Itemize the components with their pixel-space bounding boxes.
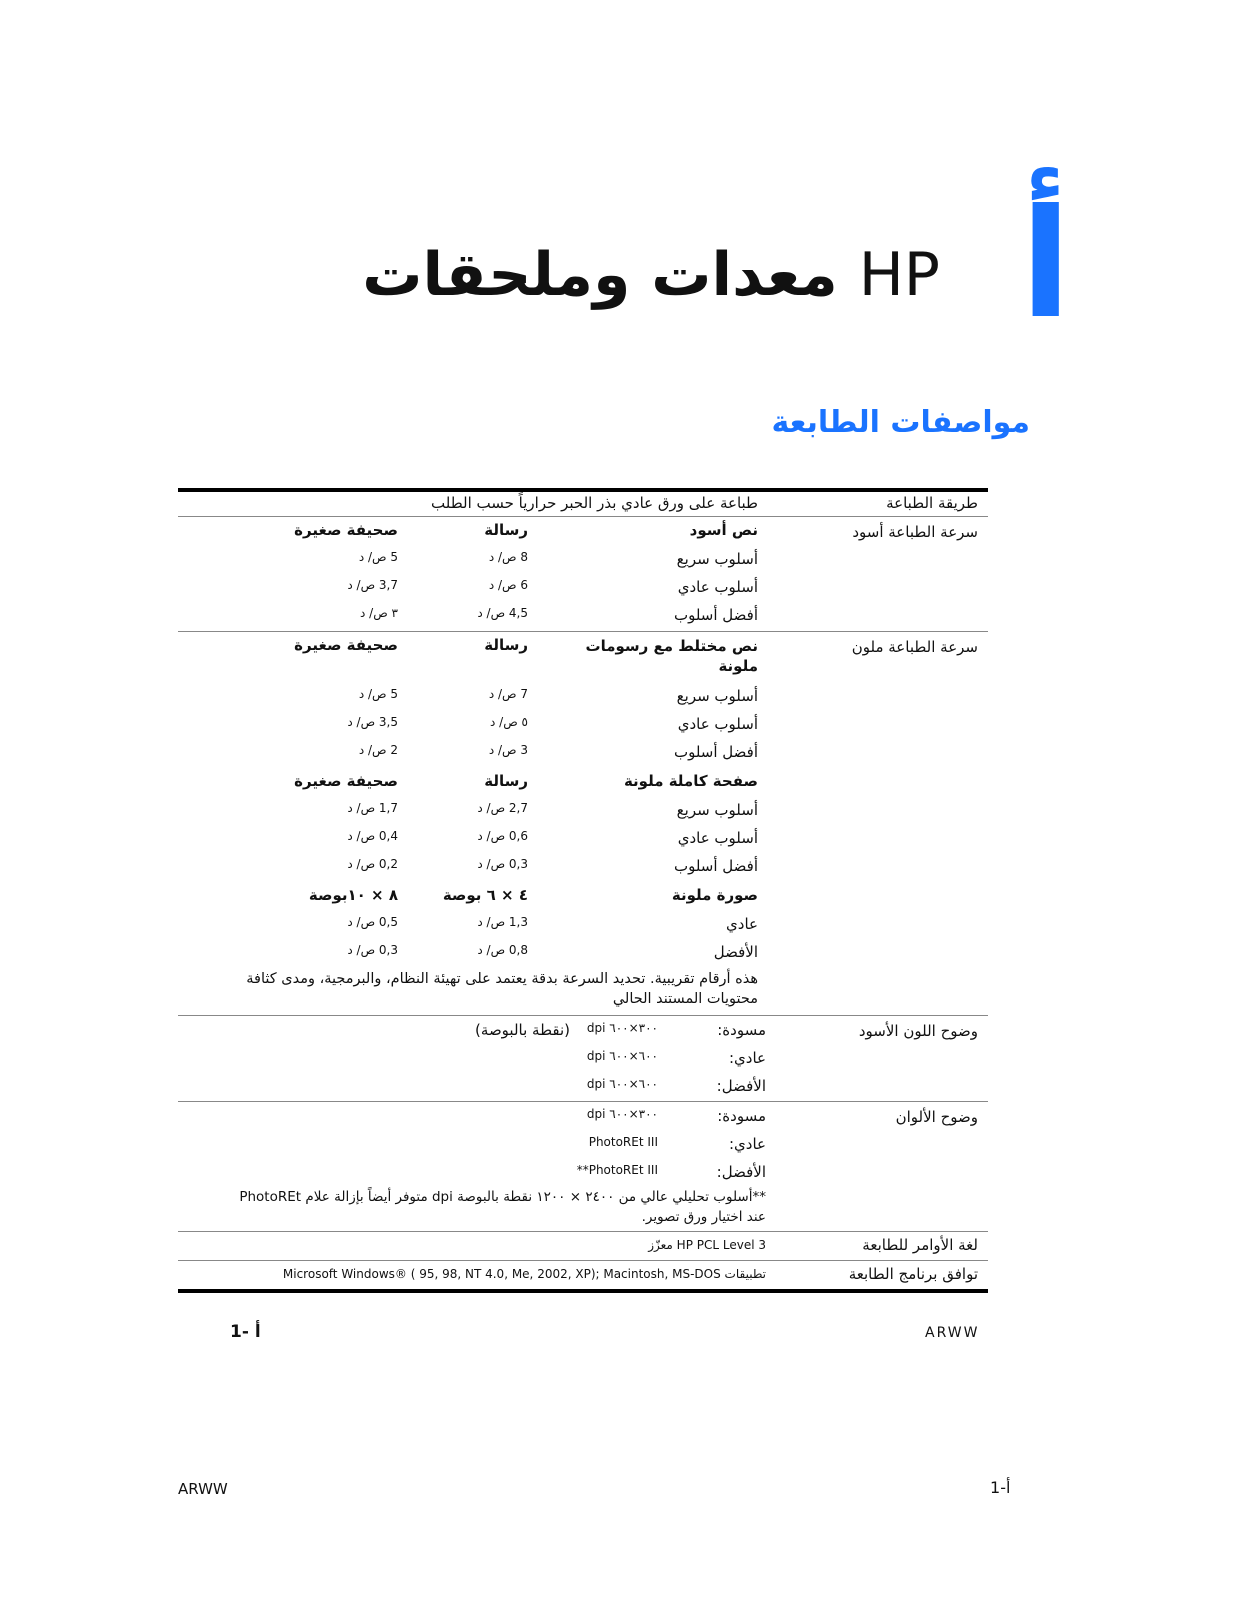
letter-value: ٥ ص/ د <box>490 715 528 729</box>
header-text: نص أسود <box>689 521 758 539</box>
mode-label: أسلوب سريع <box>676 687 758 705</box>
color-speed-section <box>178 632 988 1016</box>
resolution-note-line: عند اختيار ورق تصوير. <box>641 1209 766 1225</box>
quality-label: الأفضل: <box>716 1077 766 1095</box>
quality-label: مسودة: <box>717 1021 766 1039</box>
spec-table <box>178 488 988 1293</box>
letter-value: 6 ص/ د <box>488 578 528 592</box>
color-resolution-label: وضوح الألوان <box>895 1108 978 1126</box>
letter-value: 7 ص/ د <box>488 687 528 701</box>
compatibility-label: توافق برنامج الطابعة <box>848 1265 978 1283</box>
mode-label: أسلوب عادي <box>677 578 758 596</box>
header-mixed-text <box>586 636 759 676</box>
black-speed-section <box>178 517 988 632</box>
header-letter: رسالة <box>484 772 528 790</box>
header-4x6: ٤ × ٦ بوصة <box>442 886 528 904</box>
section-title: مواصفات الطابعة <box>771 405 1030 440</box>
chapter-title-arabic: معدات وملحقات <box>362 240 838 310</box>
quality-label: الأفضل: <box>716 1163 766 1181</box>
chapter-letter: أ <box>1020 178 1072 352</box>
mode-label: أفضل أسلوب <box>673 857 758 875</box>
dpi-note: (نقطة بالبوصة) <box>475 1021 570 1039</box>
mode-label: الأفضل <box>713 943 758 961</box>
mode-label: أفضل أسلوب <box>673 606 758 624</box>
printing-method-value: طباعة على ورق عادي بذر الحبر حرارياً حسب الطلب <box>431 494 758 512</box>
color-resolution-section <box>178 1102 988 1232</box>
dpi-value: ٦٠٠×٦٠٠ dpi <box>586 1049 658 1063</box>
brochure-value: ٣ ص/ د <box>360 606 398 620</box>
header-full-page: صفحة كاملة ملونة <box>623 772 758 790</box>
black-speed-label: سرعة الطباعة أسود <box>852 523 978 541</box>
bottom-footer-arww: ARWW <box>178 1480 228 1498</box>
header-brochure: صحيفة صغيرة <box>294 772 398 790</box>
letter-value: 8 ص/ د <box>488 550 528 564</box>
compatibility-value: تطبيقات Microsoft Windows® ( 95, 98, NT 4.0, Me, 2002, XP); Macintosh, MS-DOS <box>282 1267 766 1281</box>
speed-note <box>188 969 758 1009</box>
quality-label: عادي: <box>729 1135 766 1153</box>
header-mixed-text-line: ملونة <box>718 657 758 675</box>
letter-value: 0,3 ص/ د <box>477 857 528 871</box>
brochure-value: 1,7 ص/ د <box>347 801 398 815</box>
mode-label: عادي <box>726 915 758 933</box>
letter-value: 4,5 ص/ د <box>477 606 528 620</box>
printer-language-section <box>178 1232 988 1261</box>
header-brochure: صحيفة صغيرة <box>294 636 398 654</box>
inner-footer-arww: ARWW <box>925 1325 980 1341</box>
letter-value: 2,7 ص/ د <box>477 801 528 815</box>
dpi-value: ٣٠٠×٦٠٠ dpi <box>586 1107 658 1121</box>
resolution-note <box>186 1187 766 1227</box>
brochure-value: 3,7 ص/ د <box>347 578 398 592</box>
quality-label: عادي: <box>729 1049 766 1067</box>
bottom-page-number: أ-1 <box>990 1478 1011 1497</box>
brochure-value: 0,4 ص/ د <box>347 829 398 843</box>
black-resolution-section <box>178 1016 988 1102</box>
brochure-value: 2 ص/ د <box>358 743 398 757</box>
brochure-value: 5 ص/ د <box>358 550 398 564</box>
compatibility-section <box>178 1261 988 1289</box>
resolution-note-line: **أسلوب تحليلي عالي من ٢٤٠٠ × ١٢٠٠ نقطة بالبوصة dpi متوفر أيضاً بإزالة علام PhotoREt <box>239 1189 766 1205</box>
brochure-value: 0,2 ص/ د <box>347 857 398 871</box>
printing-method-section <box>178 492 988 517</box>
brochure-value: 5 ص/ د <box>358 687 398 701</box>
color-speed-label: سرعة الطباعة ملون <box>851 638 978 656</box>
chapter-title-latin: HP <box>858 240 940 310</box>
mode-label: أسلوب عادي <box>677 715 758 733</box>
dpi-value: ٦٠٠×٦٠٠ dpi <box>586 1077 658 1091</box>
black-speed-header-row <box>178 521 988 549</box>
header-mixed-text-line: نص مختلط مع رسومات <box>585 637 758 655</box>
4x6-value: 0,8 ص/ د <box>477 943 528 957</box>
inner-page-number: أ -1 <box>230 1322 261 1342</box>
chapter-title <box>362 240 940 310</box>
brochure-value: 3,5 ص/ د <box>347 715 398 729</box>
dpi-value: PhotoREt III <box>588 1135 658 1149</box>
mode-label: أسلوب سريع <box>676 801 758 819</box>
printing-method-label: طريقة الطباعة <box>886 494 978 512</box>
header-photo: صورة ملونة <box>671 886 758 904</box>
mode-label: أسلوب سريع <box>676 550 758 568</box>
printer-language-value: HP PCL Level 3 معزّز <box>648 1238 766 1252</box>
mode-label: أفضل أسلوب <box>673 743 758 761</box>
letter-value: 3 ص/ د <box>488 743 528 757</box>
8x10-value: 0,5 ص/ د <box>347 915 398 929</box>
header-letter: رسالة <box>484 636 528 654</box>
letter-value: 0,6 ص/ د <box>477 829 528 843</box>
8x10-value: 0,3 ص/ د <box>347 943 398 957</box>
printer-language-label: لغة الأوامر للطابعة <box>862 1236 978 1254</box>
4x6-value: 1,3 ص/ د <box>477 915 528 929</box>
speed-note-line: هذه أرقام تقريبية. تحديد السرعة بدقة يعتمد على تهيئة النظام، والبرمجية، ومدى كثافة <box>246 971 758 987</box>
speed-note-line: محتويات المستند الحالي <box>612 991 758 1007</box>
dpi-value: ٣٠٠×٦٠٠ dpi <box>586 1021 658 1035</box>
header-brochure: صحيفة صغيرة <box>294 521 398 539</box>
black-resolution-label: وضوح اللون الأسود <box>858 1022 978 1040</box>
header-8x10: ٨ × ١٠بوصة <box>308 886 398 904</box>
quality-label: مسودة: <box>717 1107 766 1125</box>
header-letter: رسالة <box>484 521 528 539</box>
dpi-value: PhotoREt III** <box>576 1163 658 1177</box>
mode-label: أسلوب عادي <box>677 829 758 847</box>
